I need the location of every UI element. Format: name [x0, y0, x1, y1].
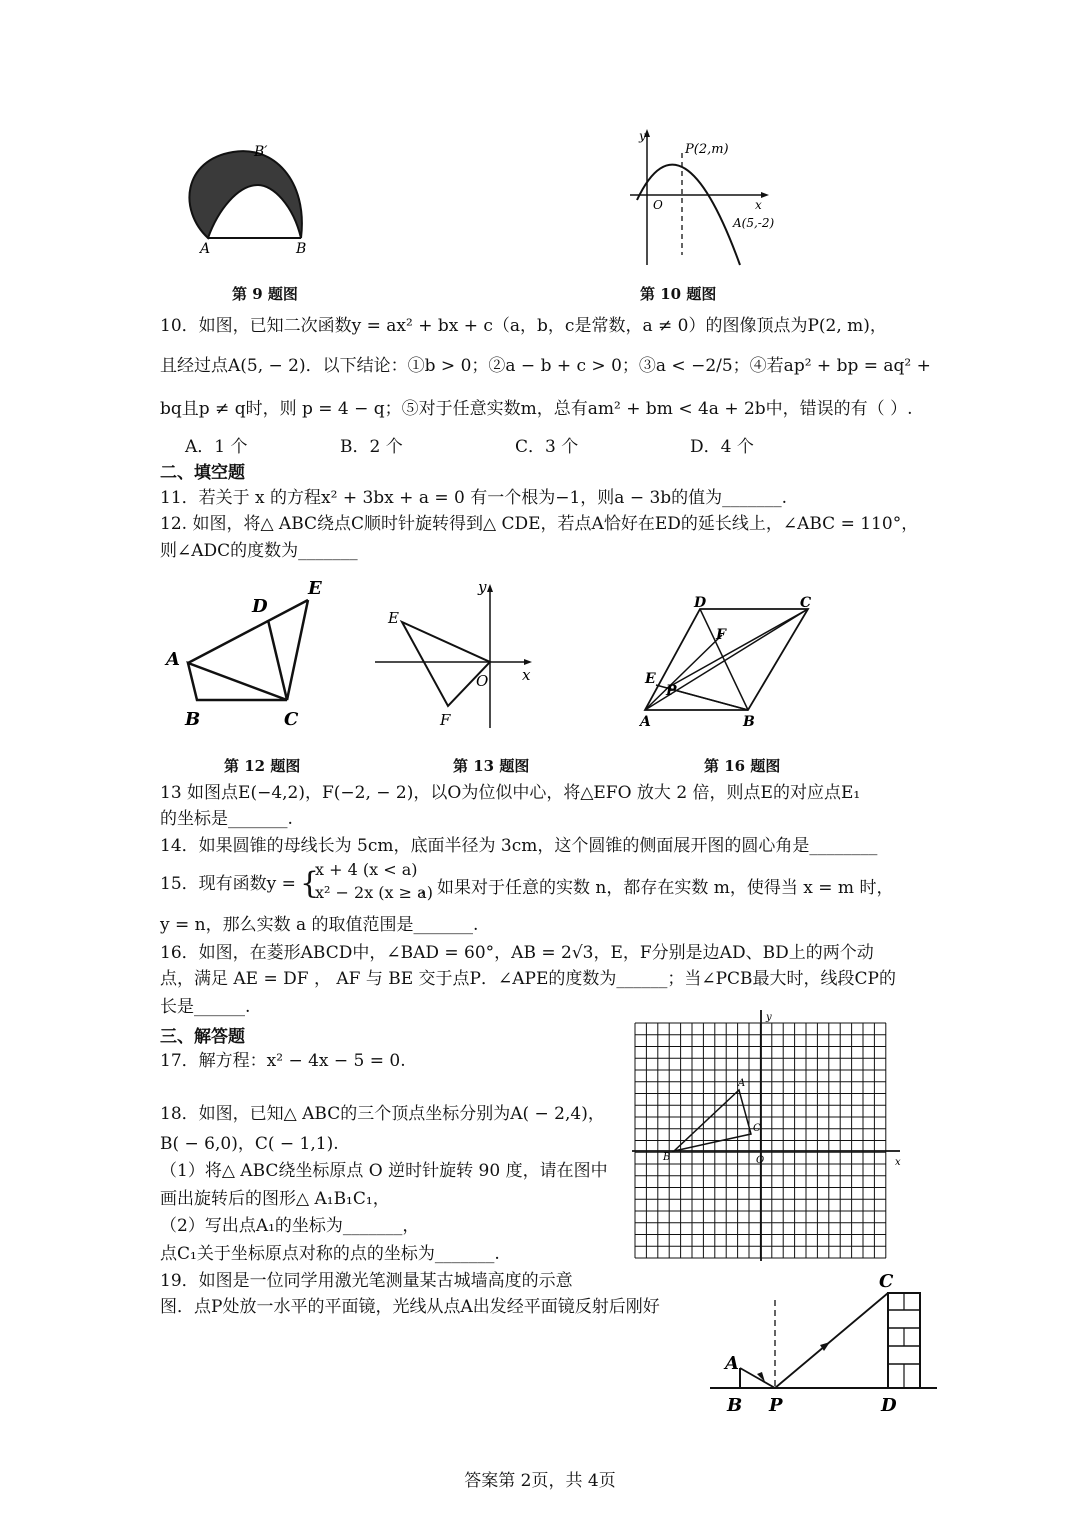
q17-text: 17．解方程：x² − 4x − 5 = 0. — [160, 1051, 406, 1071]
fig19-label-p: P — [769, 1395, 783, 1416]
q15-suffix: ，如果对于任意的实数 n，都存在实数 m，使得当 x = m 时， — [420, 878, 894, 898]
fig19-label-b: B — [727, 1395, 743, 1416]
q18-line3: （1）将△ ABC绕坐标原点 O 逆时针旋转 90 度，请在图中 — [160, 1161, 608, 1181]
q18-line4: 画出旋转后的图形△ A₁B₁C₁， — [160, 1189, 390, 1209]
fig18-label-c: C — [753, 1123, 761, 1134]
q10-line3: bq且p ≠ q时，则 p = 4 − q；⑤对于任意实数m，总有am² + bm < 4a + 2b中，错误的有（ ）. — [160, 399, 913, 419]
fig10-caption: 第 10 题图 — [640, 285, 717, 303]
fig12-label-e: E — [308, 578, 322, 599]
q19-line1: 19．如图是一位同学用激光笔测量某古城墙高度的示意 — [160, 1271, 573, 1291]
q15-line2: y = n，那么实数 a 的取值范围是_______. — [160, 915, 479, 935]
q16-line3: 长是______. — [160, 997, 251, 1017]
fig12-label-c: C — [284, 709, 299, 730]
fig12-caption: 第 12 题图 — [224, 757, 301, 775]
figure-16 — [630, 595, 830, 730]
fig13-label-o: O — [476, 672, 489, 690]
fig16-caption: 第 16 题图 — [704, 757, 781, 775]
fig19-label-a: A — [725, 1353, 739, 1374]
fig16-label-p: P — [666, 683, 677, 699]
fig12-label-b: B — [185, 709, 201, 730]
q18-line5: （2）写出点A₁的坐标为_______， — [160, 1216, 420, 1236]
q18-line6: 点C₁关于坐标原点对称的点的坐标为_______. — [160, 1244, 500, 1264]
fig10-label-y: y — [639, 129, 646, 143]
fig16-label-e: E — [645, 671, 656, 687]
fig10-label-p: P(2,m) — [685, 142, 729, 157]
figure-9 — [178, 140, 328, 260]
q15-case1: x + 4 (x < a) — [315, 860, 418, 879]
fig18-label-a: A — [738, 1078, 746, 1089]
q12-line2: 则∠ADC的度数为_______ — [160, 541, 358, 561]
q13-line1: 13 如图点E(−4,2)，F(−2, − 2)，以O为位似中心，将△EFO 放大 2 倍，则点E的对应点E₁ — [160, 783, 861, 803]
fig10-label-x: x — [755, 198, 762, 212]
fig18-label-x: x — [895, 1157, 901, 1168]
fig12-label-d: D — [252, 596, 268, 617]
section-fill-blank-heading: 二、填空题 — [160, 463, 245, 483]
fig10-label-o: O — [653, 198, 663, 212]
q15-brace: { — [300, 866, 320, 901]
q15-case2: x² − 2x (x ≥ a) — [315, 883, 433, 902]
q15-prefix: 15．现有函数y = — [160, 874, 296, 894]
fig13-label-f: F — [440, 711, 451, 729]
q10-line2: 且经过点A(5, − 2)．以下结论：①b > 0；②a − b + c > 0；③a < −2/5；④若ap² + bp = aq² + — [160, 356, 931, 376]
fig16-label-d: D — [694, 595, 707, 611]
q14-text: 14．如果圆锥的母线长为 5cm，底面半径为 3cm，这个圆锥的侧面展开图的圆心角是________ — [160, 836, 878, 856]
fig16-label-a: A — [640, 714, 651, 730]
fig19-label-d: D — [881, 1395, 897, 1416]
fig9-label-b: B — [296, 241, 307, 257]
fig9-caption: 第 9 题图 — [232, 285, 298, 303]
figure-18-grid — [630, 1008, 910, 1263]
fig13-label-y: y — [478, 578, 487, 596]
q10-option-c: C．3 个 — [515, 437, 579, 457]
q18-line2: B( − 6,0)，C( − 1,1). — [160, 1134, 339, 1154]
q16-line1: 16．如图，在菱形ABCD中，∠BAD = 60°，AB = 2√3，E，F分别是边AD、BD上的两个动 — [160, 943, 874, 963]
q13-line2: 的坐标是_______. — [160, 809, 293, 829]
q18-line1: 18．如图，已知△ ABC的三个顶点坐标分别为A( − 2,4)， — [160, 1104, 605, 1124]
page-footer: 答案第 2页，共 4页 — [464, 1471, 616, 1491]
fig13-label-x: x — [522, 666, 531, 684]
q10-line1: 10．如图，已知二次函数y = ax² + bx + c（a，b，c是常数，a ≠ 0）的图像顶点为P(2, m)， — [160, 316, 887, 336]
figure-13 — [370, 578, 540, 733]
q16-line2: 点，满足 AE = DF ， AF 与 BE 交于点P．∠APE的度数为______；当∠PCB最大时，线段CP的 — [160, 969, 896, 989]
fig19-label-c: C — [879, 1271, 894, 1292]
fig10-label-a: A(5,-2) — [733, 216, 775, 230]
fig16-label-b: B — [743, 714, 755, 730]
fig18-label-b: B — [663, 1152, 671, 1163]
fig16-label-c: C — [800, 595, 812, 611]
figure-12 — [160, 570, 340, 735]
fig9-label-a: A — [200, 241, 211, 257]
fig18-label-y: y — [766, 1012, 772, 1023]
fig13-caption: 第 13 题图 — [453, 757, 530, 775]
q19-line2: 图．点P处放一水平的平面镜，光线从点A出发经平面镜反射后刚好 — [160, 1297, 660, 1317]
q10-option-d: D．4 个 — [690, 437, 754, 457]
figure-10 — [625, 125, 775, 270]
fig18-label-o: O — [756, 1155, 765, 1166]
fig12-label-a: A — [166, 649, 180, 670]
q11-text: 11．若关于 x 的方程x² + 3bx + a = 0 有一个根为−1，则a − 3b的值为_______. — [160, 488, 788, 508]
section-solve-heading: 三、解答题 — [160, 1027, 245, 1047]
fig9-label-bp: B′ — [254, 144, 268, 160]
q10-option-a: A．1 个 — [185, 437, 248, 457]
fig13-label-e: E — [388, 609, 399, 627]
fig16-label-f: F — [716, 627, 726, 643]
figure-19 — [705, 1265, 940, 1435]
q10-option-b: B．2 个 — [340, 437, 403, 457]
q12-line1: 12. 如图，将△ ABC绕点C顺时针旋转得到△ CDE，若点A恰好在ED的延长线上，∠ABC = 110°， — [160, 514, 919, 534]
